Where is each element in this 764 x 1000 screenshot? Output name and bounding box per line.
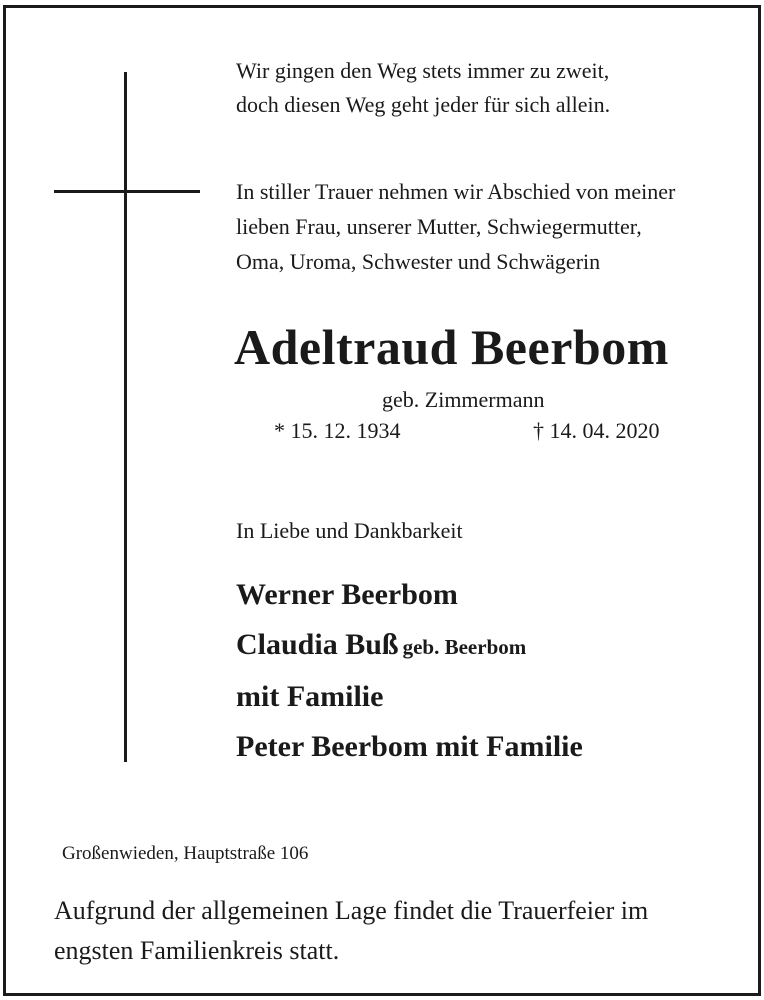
mourner-maiden-name: geb. Beerbom: [402, 635, 527, 659]
intro-line: Oma, Uroma, Schwester und Schwägerin: [236, 249, 601, 274]
intro-line: lieben Frau, unserer Mutter, Schwiegermutter,: [236, 214, 642, 239]
thanks-line: In Liebe und Dankbarkeit: [236, 518, 463, 543]
notice-line: Aufgrund der allgemeinen Lage findet die Trauerfeier im: [54, 896, 649, 925]
deceased-name: Adeltraud Beerbom: [234, 319, 669, 375]
mourner-name-text: mit Familie: [236, 680, 384, 713]
death-date: † 14. 04. 2020: [533, 418, 660, 443]
obituary-frame: [3, 5, 761, 996]
mourner-name-text: Claudia Buß: [236, 628, 399, 661]
cross-icon-vertical: [124, 72, 127, 762]
poem-line: doch diesen Weg geht jeder für sich allein.: [236, 92, 611, 117]
cross-icon-horizontal: [54, 190, 200, 193]
mourner-name: [236, 680, 383, 714]
address: Großenwieden, Hauptstraße 106: [62, 843, 309, 864]
intro-line: In stiller Trauer nehmen wir Abschied von meiner: [236, 179, 676, 204]
mourner-name-text: Peter Beerbom mit Familie: [236, 730, 583, 763]
notice-line: engsten Familienkreis statt.: [54, 936, 340, 965]
mourner-name: [236, 578, 458, 612]
birth-date: * 15. 12. 1934: [274, 418, 401, 443]
mourner-name: [236, 730, 583, 764]
maiden-name: geb. Zimmermann: [382, 387, 545, 412]
mourner-name: [236, 628, 526, 662]
poem-line: Wir gingen den Weg stets immer zu zweit,: [236, 58, 610, 83]
mourner-name-text: Werner Beerbom: [236, 578, 458, 611]
